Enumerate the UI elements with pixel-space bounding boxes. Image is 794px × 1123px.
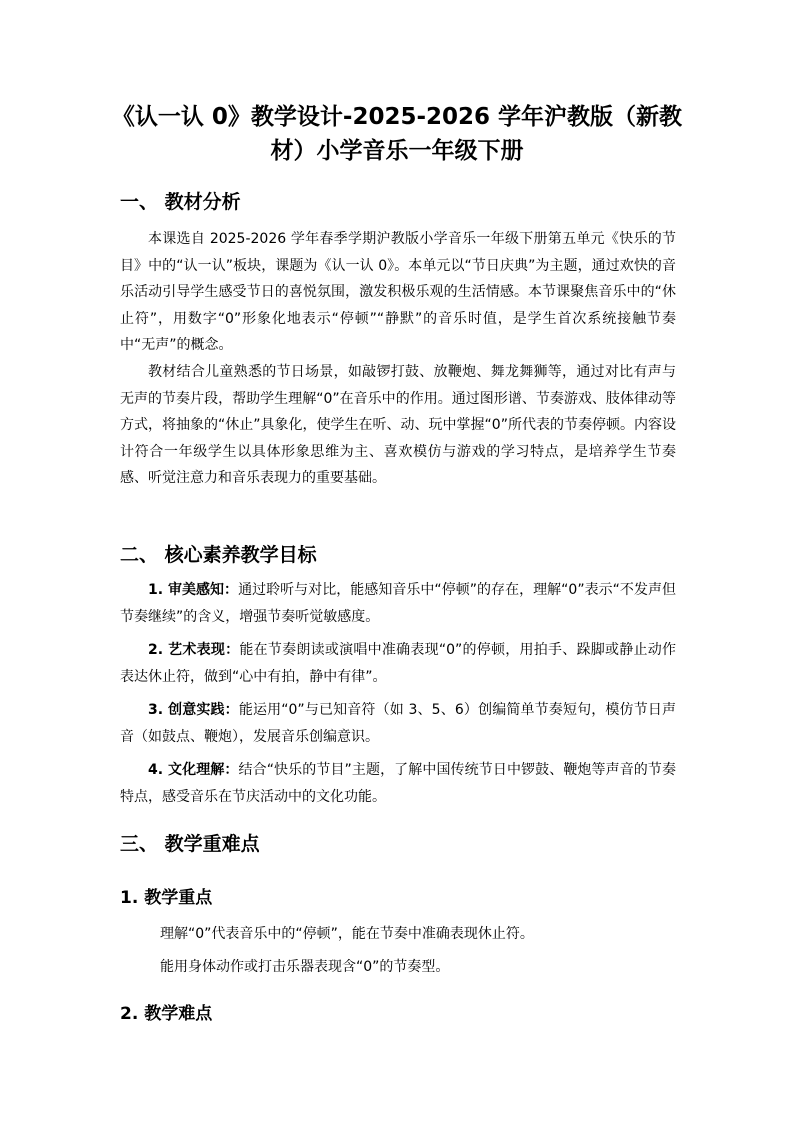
subsection-heading-focus: 1. 教学重点 — [120, 888, 213, 908]
goal-text: 能在节奏朗读或演唱中准确表现“0”的停顿，用拍手、跺脚或静止动作表达休止符，做到“心中有拍，静中有律”。 — [120, 642, 676, 685]
goal-text: 能运用“0”与已知音符（如 3、5、6）创编简单节奏短句，模仿节日声音（如鼓点、鞭炮），发展音乐创编意识。 — [120, 702, 676, 745]
section-heading-key-points: 三、 教学重难点 — [120, 833, 260, 855]
goal-label: 1. 审美感知： — [148, 582, 239, 598]
section-heading-goals: 二、 核心素养教学目标 — [120, 544, 317, 566]
analysis-paragraph-2: 教材结合儿童熟悉的节日场景，如敲锣打鼓、放鞭炮、舞龙舞狮等，通过对比有声与无声的节奏片段，帮助学生理解“0”在音乐中的作用。通过图形谱、节奏游戏、肢体律动等方式，将抽象的“休止”具象化，使学生在听、动、玩中掌握“0”所代表的节奏停顿。内容设计符合一年级学生以具体形象思维为主、喜欢模仿与游戏的学习特点，是培养学生节奏感、听觉注意力和音乐表现力的重要基础。 — [120, 364, 676, 486]
goal-item — [120, 577, 676, 630]
focus-line: 能用身体动作或打击乐器表现含“0”的节奏型。 — [160, 959, 450, 975]
goal-item — [120, 697, 676, 750]
section-heading-analysis: 一、 教材分析 — [120, 191, 241, 213]
goal-text: 通过聆听与对比，能感知音乐中“停顿”的存在，理解“0”表示“不发声但节奏继续”的含义，增强节奏听觉敏感度。 — [120, 582, 676, 625]
analysis-paragraph-1: 本课选自 2025-2026 学年春季学期沪教版小学音乐一年级下册第五单元《快乐的节目》中的“认一认”板块，课题为《认一认 0》。本单元以“节日庆典”为主题，通过欢快的音乐活动引导学生感受节日的喜悦氛围，激发积极乐观的生活情感。本节课聚焦音乐中的“休止符”，用数字“0”形象化地表示“停顿”“静默”的音乐时值，是学生首次系统接触节奏中“无声”的概念。 — [120, 231, 676, 353]
goal-label: 3. 创意实践： — [148, 702, 239, 718]
focus-line: 理解“0”代表音乐中的“停顿”，能在节奏中准确表现休止符。 — [160, 926, 534, 942]
goal-text: 结合“快乐的节目”主题，了解中国传统节日中锣鼓、鞭炮等声音的节奏特点，感受音乐在节庆活动中的文化功能。 — [120, 762, 676, 805]
subsection-heading-difficulty: 2. 教学难点 — [120, 1004, 213, 1024]
document-title: 《认一认 0》教学设计-2025-2026 学年沪教版（新教材）小学音乐一年级下册 — [111, 104, 683, 164]
goal-label: 4. 文化理解： — [148, 762, 239, 778]
goal-label: 2. 艺术表现： — [148, 642, 240, 658]
goal-item — [120, 637, 676, 690]
goal-item — [120, 757, 676, 810]
